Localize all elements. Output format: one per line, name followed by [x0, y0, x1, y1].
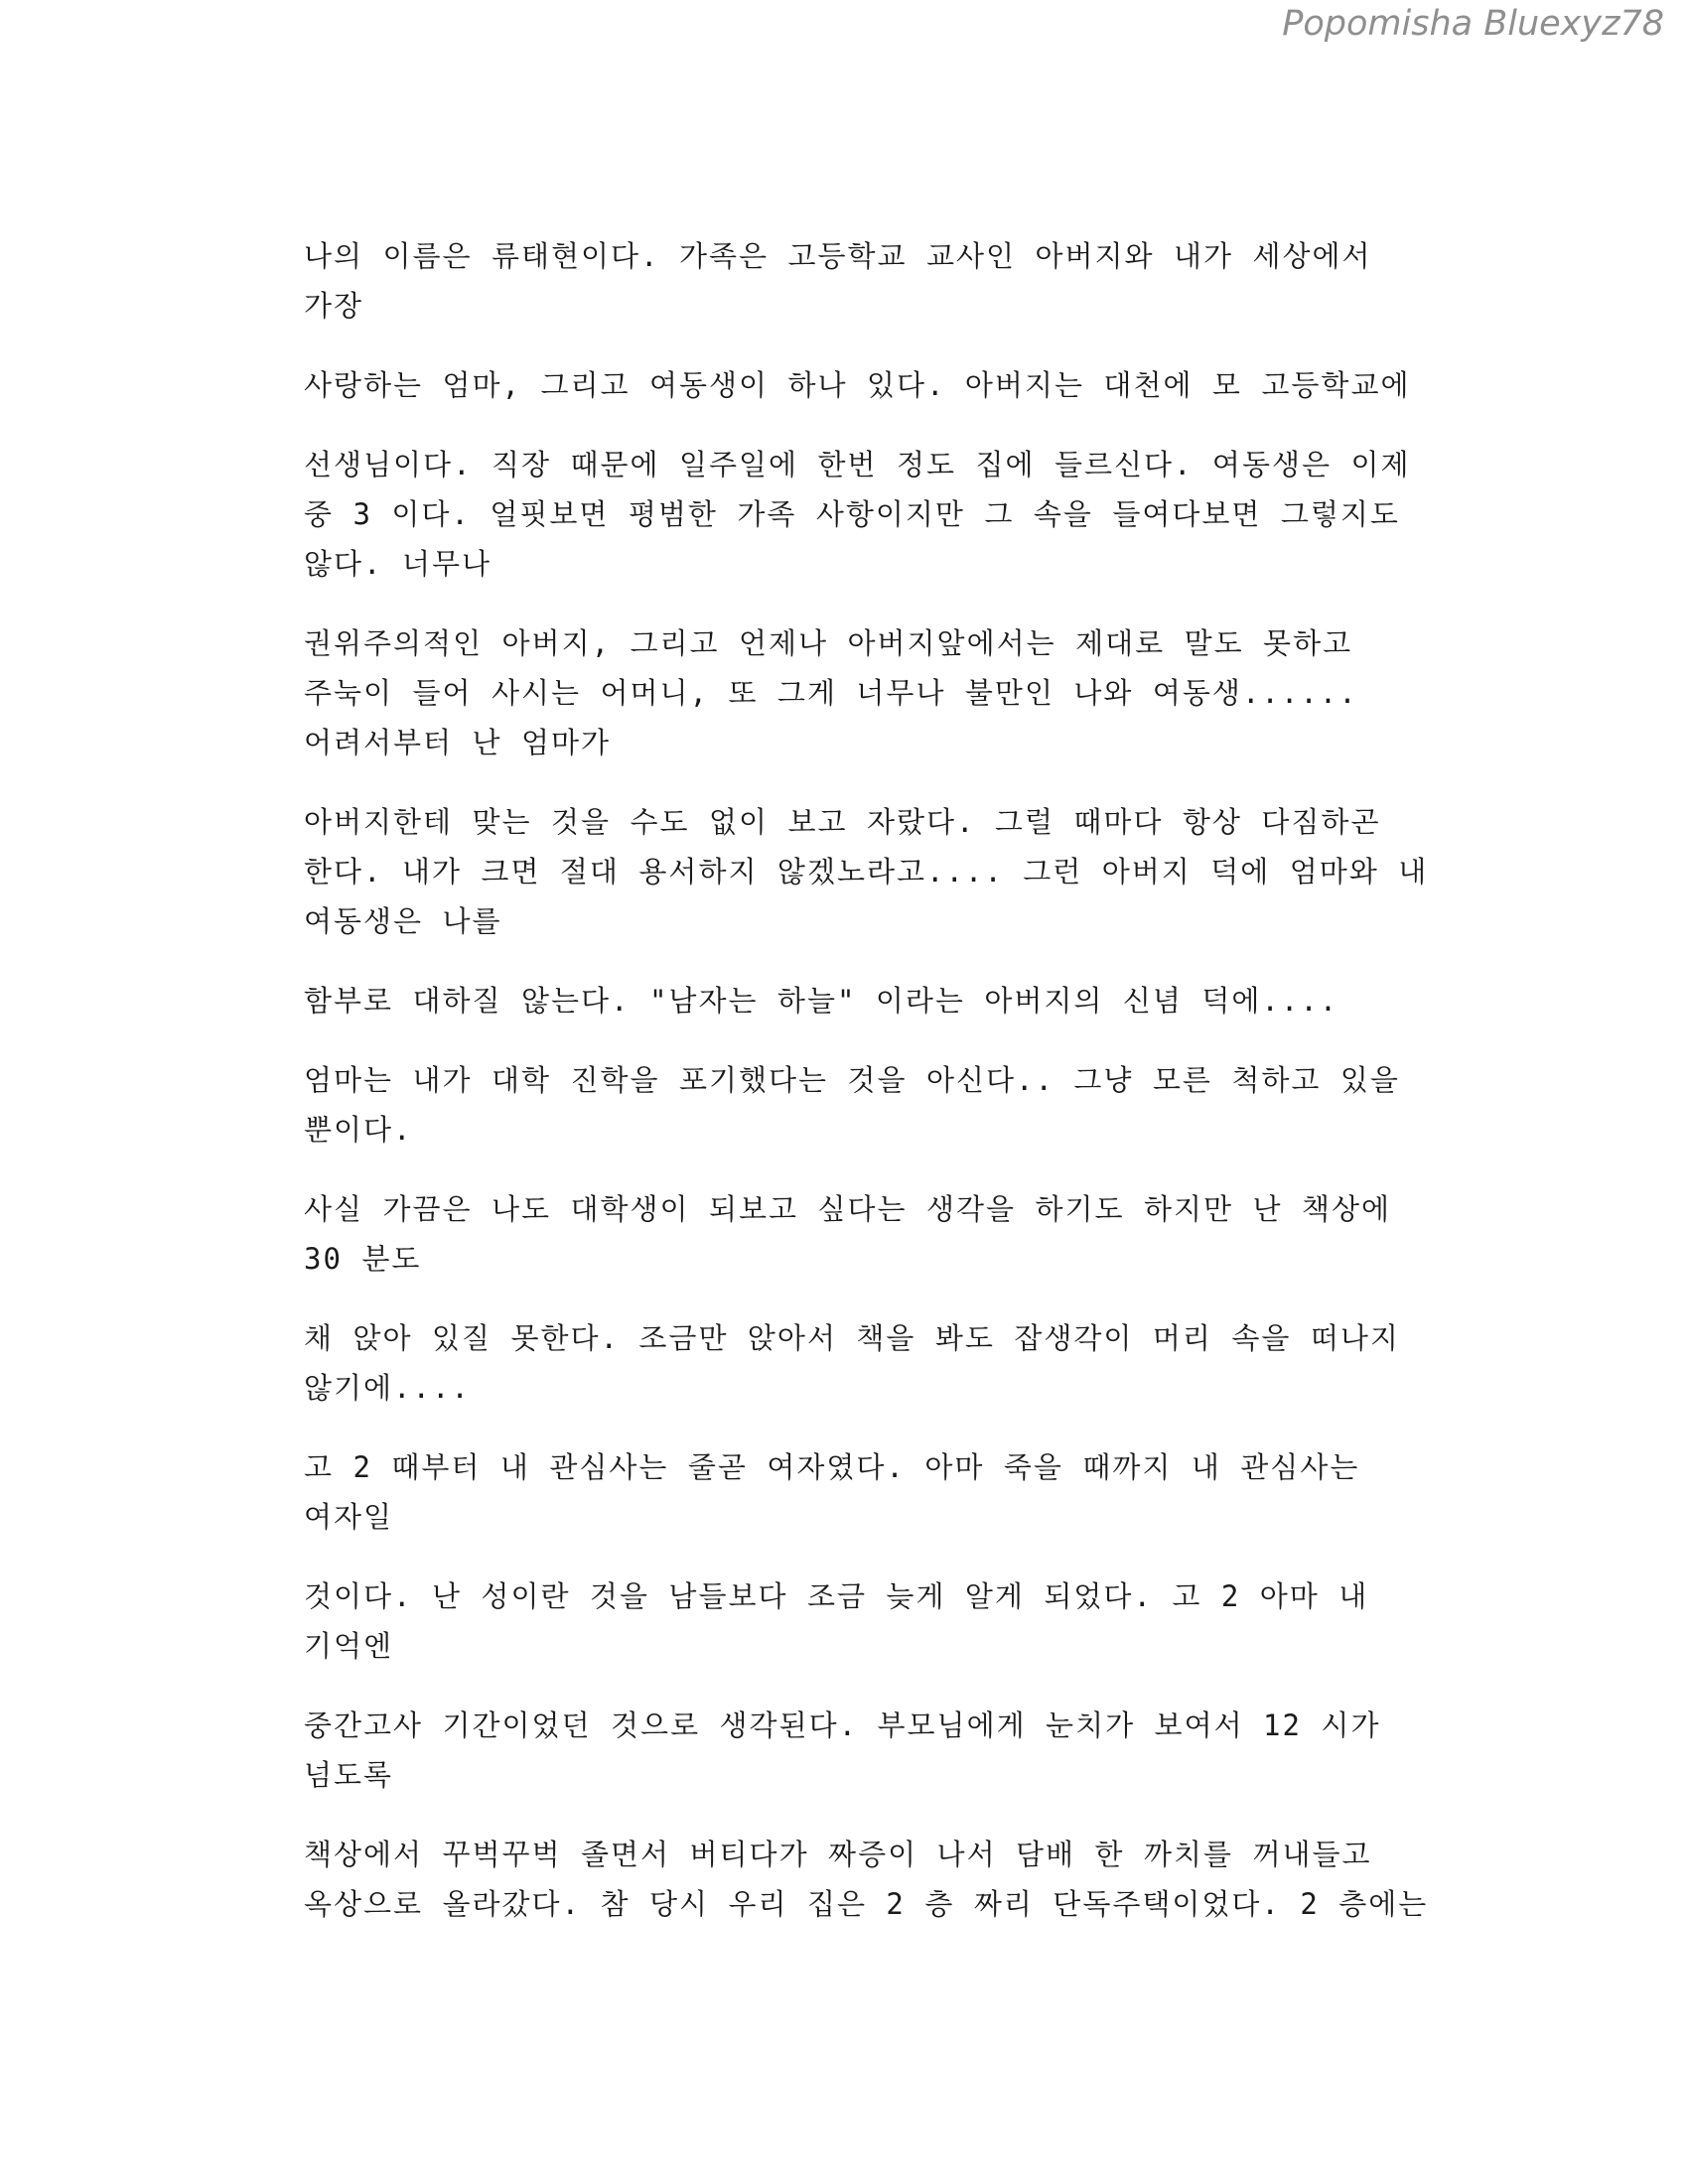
text-line: 사랑하는 엄마, 그리고 여동생이 하나 있다. 아버지는 대천에 모 고등학교에 [304, 368, 1411, 402]
paragraph [304, 976, 1416, 1025]
text-line: 중 3 이다. 얼핏보면 평범한 가족 사항이지만 그 속을 들여다보면 그렇지도 [304, 497, 1400, 531]
text-line: 권위주의적인 아버지, 그리고 언제나 아버지앞에서는 제대로 말도 못하고 [304, 626, 1353, 660]
paragraph [304, 1055, 1416, 1155]
paragraph [304, 797, 1429, 946]
paragraph [304, 1830, 1429, 1929]
text-line: 않기에.... [304, 1371, 471, 1405]
text-line: 기억엔 [304, 1629, 394, 1663]
text-line: 함부로 대하질 않는다. "남자는 하늘" 이라는 아버지의 신념 덕에.... [304, 984, 1339, 1018]
text-line: 나의 이름은 류태현이다. 가족은 고등학교 교사인 아버지와 내가 세상에서 [304, 239, 1372, 273]
text-line: 것이다. 난 성이란 것을 남들보다 조금 늦게 알게 되었다. 고 2 아마 내 [304, 1579, 1369, 1613]
watermark-text: Popomisha Bluexyz78 [1282, 4, 1664, 44]
text-line: 주눅이 들어 사시는 어머니, 또 그게 너무나 불만인 나와 여동생...... [304, 676, 1358, 710]
text-line: 엄마는 내가 대학 진학을 포기했다는 것을 아신다.. 그냥 모른 척하고 있을 [304, 1063, 1400, 1097]
text-line: 중간고사 기간이었던 것으로 생각된다. 부모님에게 눈치가 보여서 12 시가 [304, 1708, 1381, 1742]
paragraph [304, 1571, 1416, 1671]
text-line: 30 분도 [304, 1242, 422, 1276]
text-line: 넘도록 [304, 1758, 394, 1792]
paragraph [304, 1701, 1416, 1800]
paragraph [304, 440, 1416, 589]
paragraph [304, 1442, 1416, 1542]
paragraph [304, 618, 1416, 767]
paragraph [304, 1313, 1416, 1413]
text-line: 가장 [304, 289, 364, 323]
text-line: 여자일 [304, 1500, 394, 1534]
document-body [304, 231, 1429, 1959]
text-line: 사실 가끔은 나도 대학생이 되보고 싶다는 생각을 하기도 하지만 난 책상에 [304, 1192, 1392, 1226]
text-line: 고 2 때부터 내 관심사는 줄곧 여자였다. 아마 죽을 때까지 내 관심사는 [304, 1450, 1360, 1484]
text-line: 않다. 너무나 [304, 547, 492, 581]
text-line: 아버지한테 맞는 것을 수도 없이 보고 자랐다. 그럴 때마다 항상 다짐하곤 [304, 805, 1381, 839]
paragraph [304, 360, 1416, 410]
paragraph [304, 231, 1416, 331]
text-line: 뿐이다. [304, 1113, 413, 1147]
paragraph [304, 1184, 1416, 1284]
text-line: 여동생은 나를 [304, 904, 502, 938]
text-line: 책상에서 꾸벅꾸벅 졸면서 버티다가 짜증이 나서 담배 한 까치를 꺼내들고 [304, 1838, 1372, 1871]
text-line: 어려서부터 난 엄마가 [304, 726, 612, 759]
text-line: 옥상으로 올라갔다. 참 당시 우리 집은 2 층 짜리 단독주택이었다. 2 층에는 [304, 1887, 1429, 1921]
text-line: 선생님이다. 직장 때문에 일주일에 한번 정도 집에 들르신다. 여동생은 이제 [304, 448, 1411, 481]
text-line: 한다. 내가 크면 절대 용서하지 않겠노라고.... 그런 아버지 덕에 엄마와 내 [304, 855, 1429, 888]
text-line: 채 앉아 있질 못한다. 조금만 앉아서 책을 봐도 잡생각이 머리 속을 떠나지 [304, 1321, 1400, 1355]
